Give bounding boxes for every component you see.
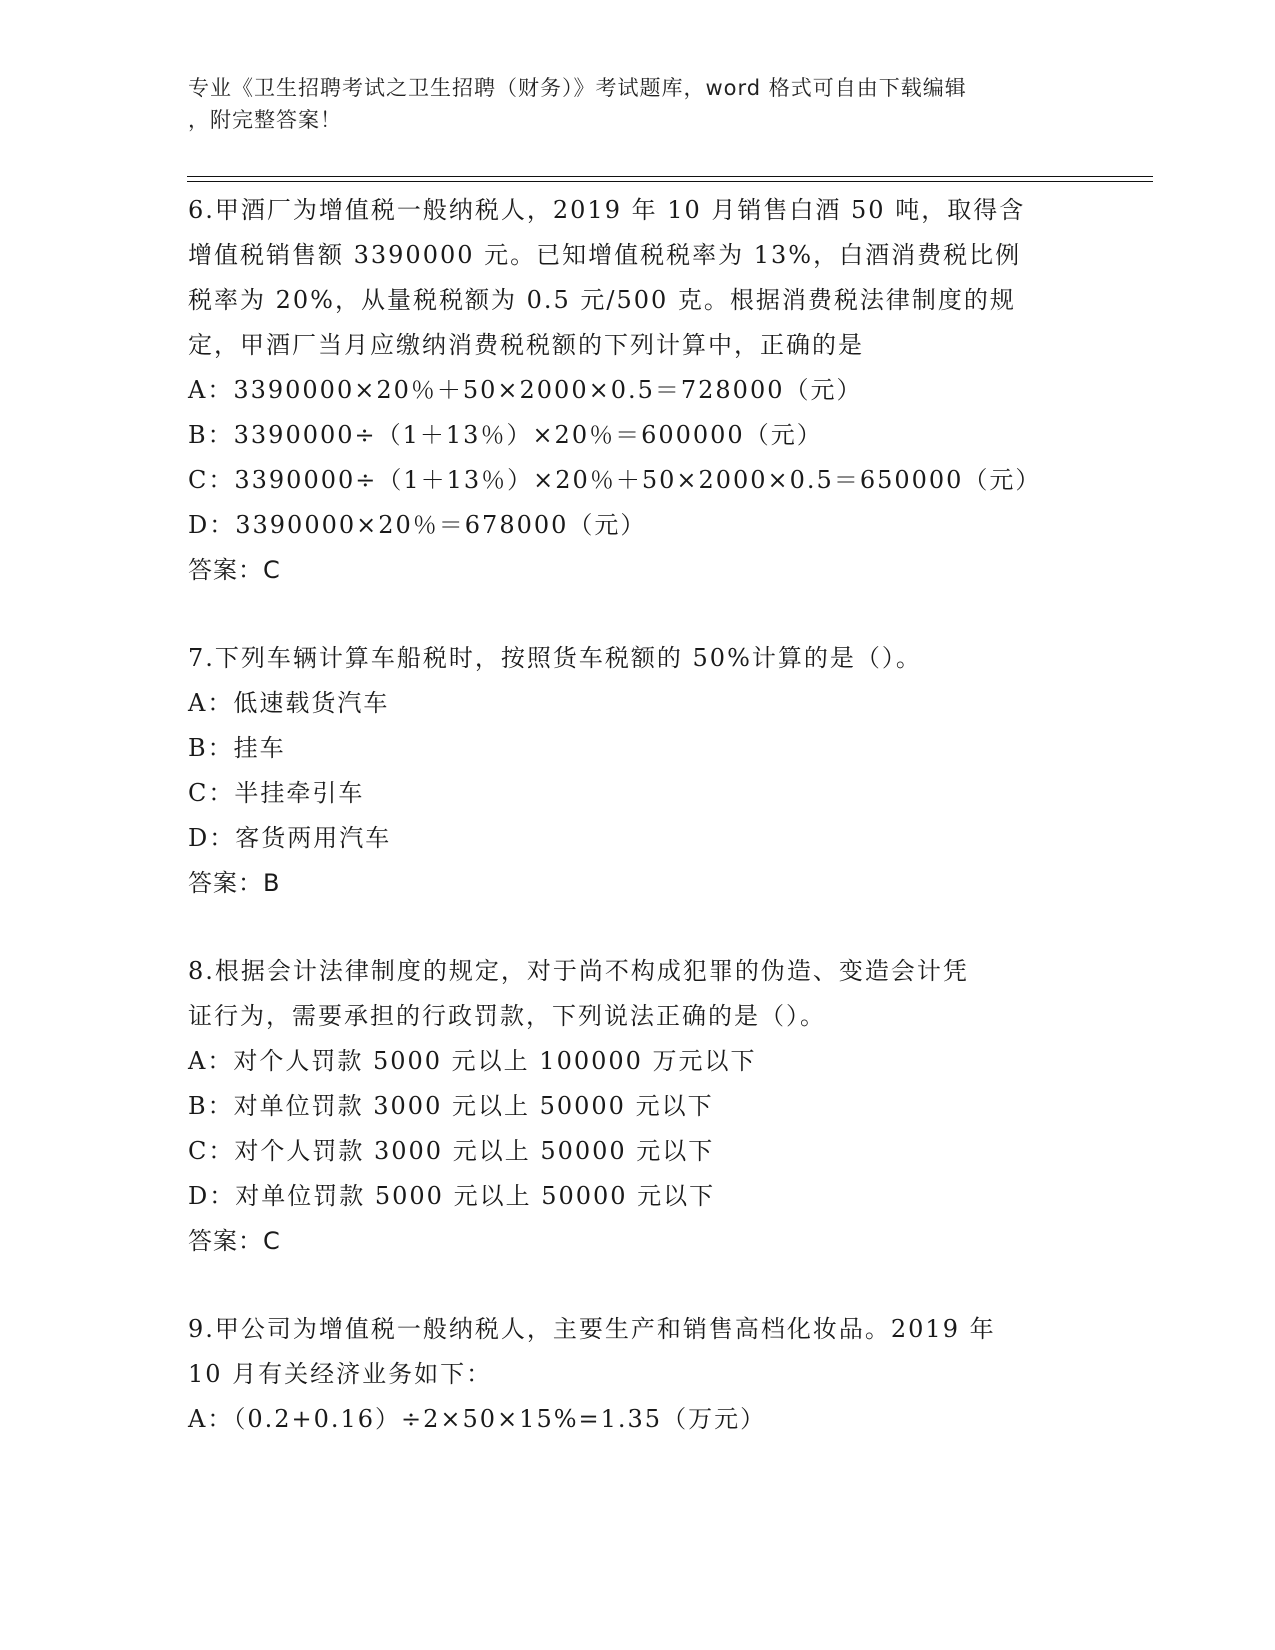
header-rule-bottom — [187, 181, 1153, 182]
answer-line: 答案：C — [188, 1227, 281, 1255]
question-stem-line: 6.甲酒厂为增值税一般纳税人，2019 年 10 月销售白酒 50 吨，取得含 — [188, 196, 1026, 224]
question-list — [188, 188, 1088, 1442]
question-6 — [188, 188, 1088, 593]
header-rule-top — [187, 176, 1153, 177]
option-c: C：3390000÷（1＋13％）×20％＋50×2000×0.5＝650000（元） — [188, 466, 1042, 494]
option-d: D：客货两用汽车 — [188, 824, 392, 852]
question-8 — [188, 949, 1088, 1264]
option-d: D：3390000×20％＝678000（元） — [188, 511, 647, 539]
option-b: B：对单位罚款 3000 元以上 50000 元以下 — [188, 1092, 714, 1120]
option-a: A：（0.2+0.16）÷2×50×15%=1.35（万元） — [188, 1405, 767, 1433]
option-b: B：3390000÷（1＋13％）×20％＝600000（元） — [188, 421, 823, 449]
option-a: A：对个人罚款 5000 元以上 100000 万元以下 — [188, 1047, 757, 1075]
question-stem-line: 证行为，需要承担的行政罚款，下列说法正确的是（）。 — [188, 1002, 826, 1030]
option-a: A：低速载货汽车 — [188, 689, 390, 717]
question-stem-line: 7.下列车辆计算车船税时，按照货车税额的 50%计算的是（）。 — [188, 644, 922, 672]
question-stem-line: 10 月有关经济业务如下： — [188, 1360, 493, 1388]
answer-line: 答案：C — [188, 556, 281, 584]
option-d: D：对单位罚款 5000 元以上 50000 元以下 — [188, 1182, 716, 1210]
option-a: A：3390000×20％＋50×2000×0.5＝728000（元） — [188, 376, 863, 404]
question-9 — [188, 1307, 1088, 1442]
question-stem-line: 9.甲公司为增值税一般纳税人，主要生产和销售高档化妆品。2019 年 — [188, 1315, 996, 1343]
option-c: C：半挂牵引车 — [188, 779, 365, 807]
question-stem-line: 8.根据会计法律制度的规定，对于尚不构成犯罪的伪造、变造会计凭 — [188, 957, 969, 985]
question-7 — [188, 636, 1088, 906]
header-line-1: 专业《卫生招聘考试之卫生招聘（财务）》考试题库，word 格式可自由下载编辑 — [188, 76, 967, 100]
answer-line: 答案：B — [188, 869, 281, 897]
option-b: B：挂车 — [188, 734, 286, 762]
option-c: C：对个人罚款 3000 元以上 50000 元以下 — [188, 1137, 715, 1165]
document-header — [188, 72, 1088, 136]
header-line-2: ，附完整答案！ — [188, 108, 342, 132]
question-stem-line: 定，甲酒厂当月应缴纳消费税税额的下列计算中，正确的是 — [188, 331, 864, 359]
question-stem-line: 税率为 20%，从量税税额为 0.5 元/500 克。根据消费税法律制度的规 — [188, 286, 1016, 314]
question-stem-line: 增值税销售额 3390000 元。已知增值税税率为 13%，白酒消费税比例 — [188, 241, 1022, 269]
